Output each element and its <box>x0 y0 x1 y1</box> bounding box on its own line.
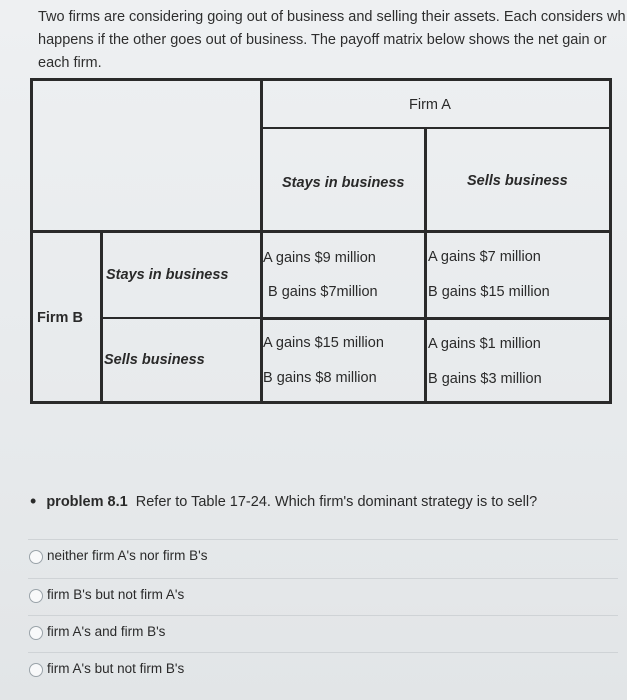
intro-line-3: each firm. <box>38 55 102 71</box>
row-strategy-sells: Sells business <box>104 352 205 368</box>
option-label[interactable]: neither firm A's nor firm B's <box>47 548 208 563</box>
intro-line-1: Two firms are considering going out of business and selling their assets. Each considers wh <box>38 9 626 25</box>
firm-b-label: Firm B <box>37 310 83 326</box>
answer-option[interactable] <box>28 615 618 650</box>
row-strategy-stays: Stays in business <box>106 267 229 283</box>
radio-button[interactable] <box>29 663 43 677</box>
column-divider <box>424 127 427 404</box>
firm-a-underline <box>260 127 612 129</box>
cell-stay-sell-a: A gains $7 million <box>428 249 541 265</box>
table-border-top <box>30 78 612 81</box>
table-border-bottom <box>30 401 612 404</box>
firm-a-label: Firm A <box>409 97 451 113</box>
header-bottom-rule <box>30 230 612 233</box>
problem-intro <box>38 6 627 75</box>
radio-button[interactable] <box>29 626 43 640</box>
option-label[interactable]: firm A's but not firm B's <box>47 661 185 676</box>
answer-option[interactable] <box>28 652 618 687</box>
cell-stay-sell-b: B gains $15 million <box>428 284 550 300</box>
cell-sell-stay-a: A gains $15 million <box>263 335 384 351</box>
option-label[interactable]: firm A's and firm B's <box>47 624 166 639</box>
question-prefix: problem 8.1 <box>46 494 128 510</box>
bullet: • <box>30 491 37 511</box>
col-strategy-sells: Sells business <box>467 173 568 189</box>
question <box>30 490 537 511</box>
option-label[interactable]: firm B's but not firm A's <box>47 587 185 602</box>
radio-button[interactable] <box>29 589 43 603</box>
cell-sell-stay-b: B gains $8 million <box>263 370 377 386</box>
answer-option[interactable] <box>28 578 618 613</box>
row-divider <box>260 317 612 320</box>
cell-sell-sell-b: B gains $3 million <box>428 371 542 387</box>
cell-stay-stay-a: A gains $9 million <box>263 250 376 266</box>
table-border-left <box>30 78 33 404</box>
payoff-matrix <box>30 78 612 404</box>
cell-stay-stay-b: B gains $7million <box>268 284 378 300</box>
intro-line-2: happens if the other goes out of business. The payoff matrix below shows the net gain or <box>38 32 607 48</box>
answer-option[interactable] <box>28 539 618 574</box>
question-text: Refer to Table 17-24. Which firm's dominant strategy is to sell? <box>135 494 538 510</box>
col-strategy-stays: Stays in business <box>282 175 405 191</box>
cell-sell-sell-a: A gains $1 million <box>428 336 541 352</box>
row-divider-left <box>100 317 262 319</box>
radio-button[interactable] <box>29 550 43 564</box>
